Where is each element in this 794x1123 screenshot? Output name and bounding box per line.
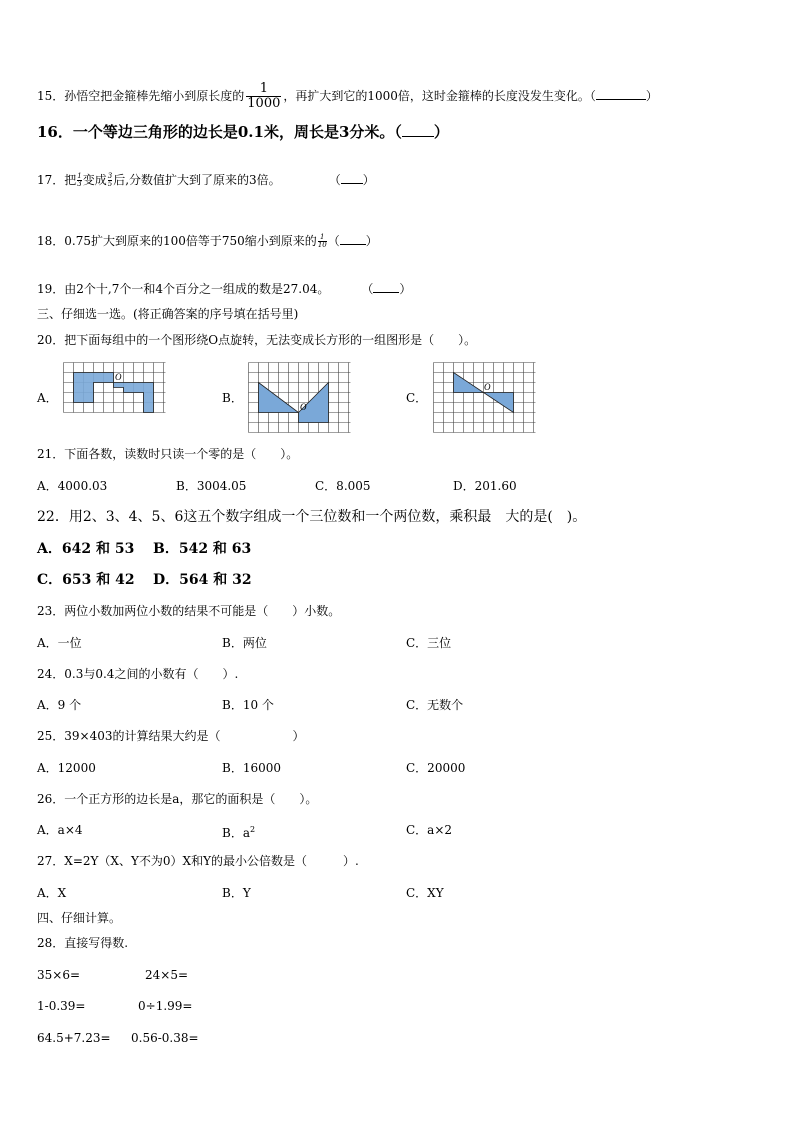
fraction-denominator: 3 [77,180,82,188]
option-a[interactable]: A．X [37,886,67,900]
option-c-label[interactable]: C． [406,391,428,405]
q18-text: 18．0.75扩大到原来的100倍等于750缩小到原来的 [37,234,317,248]
answer-blank[interactable] [340,234,366,245]
q17-text-2: 变成 [82,173,107,187]
question-19 [37,281,411,297]
superscript: 2 [249,825,256,834]
option-c[interactable]: C．三位 [406,636,452,650]
option-b-label[interactable]: B． [222,391,243,405]
close-paren: ） [433,123,449,141]
grid-figure-b [248,362,351,435]
option-b[interactable]: B．Y [222,886,251,900]
question-22: 22．用2、3、4、5、6这五个数字组成一个三位数和一个两位数，乘积最 大的是( )。 [37,509,587,525]
fraction-numerator: 1 [77,172,82,180]
option-a[interactable]: A．12000 [37,761,96,775]
question-16 [37,122,449,142]
option-c[interactable]: C．20000 [406,761,466,775]
question-18 [37,233,378,249]
option-b[interactable] [222,822,255,841]
option-b[interactable]: B．两位 [222,636,267,650]
option-a[interactable]: A．642 和 53 [37,541,135,557]
question-17 [37,172,375,188]
option-b-text: B．a [222,826,250,840]
question-15 [37,82,658,111]
option-a[interactable]: A．4000.03 [37,479,108,493]
question-20: 20．把下面每组中的一个图形绕O点旋转，无法变成长方形的一组图形是（ ）。 [37,333,477,347]
option-c[interactable]: C．653 和 42 [37,572,135,588]
calc-item: 24×5= [145,968,189,982]
fraction-denominator: 5 [107,180,113,188]
close-paren: ） [362,173,375,187]
option-b[interactable]: B．542 和 63 [153,541,252,557]
question-26: 26．一个正方形的边长是a，那它的面积是（ ）。 [37,792,318,806]
fraction-numerator: 1 [246,82,281,97]
option-a-label[interactable]: A． [37,391,58,405]
rotation-point-o: O [484,382,491,392]
close-paren: ） [365,234,378,248]
answer-blank[interactable] [402,126,434,137]
section-3-heading: 三、仔细选一选。(将正确答案的序号填在括号里) [37,307,299,321]
q15-text-2: ，再扩大到它的1000倍，这时金箍棒的长度没发生变化。（ [283,89,596,103]
option-c[interactable]: C．XY [406,886,444,900]
fraction-one-tenth [318,234,327,249]
q17-text: 17．把 [37,173,77,187]
calc-item: 35×6= [37,968,81,982]
option-c[interactable]: C．8.005 [315,479,371,493]
option-a[interactable]: A．一位 [37,636,82,650]
fraction-denominator: 1000 [247,96,281,111]
q19-text: 19．由2个十,7个一和4个百分之一组成的数是27.04。 [37,282,330,296]
calc-item: 1-0.39= [37,999,86,1013]
option-a[interactable]: A．9 个 [37,698,82,712]
option-d[interactable]: D．201.60 [453,479,517,493]
close-paren: ） [645,89,658,103]
fraction-three-fifths [108,173,112,188]
fraction-denominator: 10 [317,241,327,249]
fraction-numerator: 1 [318,234,327,242]
rotation-point-o: O [115,372,122,382]
open-paren: （ [328,173,341,187]
option-b[interactable]: B．10 个 [222,698,274,712]
q15-text: 15．孙悟空把金箍棒先缩小到原长度的 [37,89,245,103]
option-d[interactable]: D．564 和 32 [153,572,252,588]
grid-figure-a [63,362,166,413]
grid-figure-c [433,362,536,435]
l-shape-left [74,373,114,403]
question-21: 21．下面各数，读数时只读一个零的是（ ）。 [37,447,299,461]
open-paren: （ [327,234,340,248]
answer-blank[interactable] [373,282,399,293]
close-paren: ） [399,282,412,296]
option-b[interactable]: B．16000 [222,761,281,775]
question-27: 27．X=2Y（X、Y不为0）X和Y的最小公倍数是（ ）. [37,854,359,868]
calc-item: 64.5+7.23= [37,1031,111,1045]
option-a[interactable]: A．a×4 [37,823,83,837]
option-c[interactable]: C．无数个 [406,698,464,712]
section-4-heading: 四、仔细计算。 [37,911,122,925]
fraction [246,82,281,111]
calc-item: 0÷1.99= [138,999,193,1013]
question-24: 24．0.3与0.4之间的小数有（ ）. [37,667,239,681]
fraction-one-third [77,173,81,188]
question-28: 28．直接写得数. [37,936,129,950]
option-b[interactable]: B．3004.05 [176,479,247,493]
q17-text-3: 后,分数值扩大到了原来的3倍。 [113,173,281,187]
question-23: 23．两位小数加两位小数的结果不可能是（ ）小数。 [37,604,341,618]
q16-text: 16．一个等边三角形的边长是0.1米，周长是3分米。（ [37,123,402,141]
fraction-numerator: 3 [107,172,113,180]
option-c[interactable]: C．a×2 [406,823,453,837]
calc-item: 0.56-0.38= [131,1031,199,1045]
answer-blank[interactable] [596,89,646,100]
answer-blank[interactable] [341,173,363,184]
question-25: 25．39×403的计算结果大约是（ ） [37,729,305,743]
rotation-point-o: O [300,402,307,412]
open-paren: （ [361,282,374,296]
